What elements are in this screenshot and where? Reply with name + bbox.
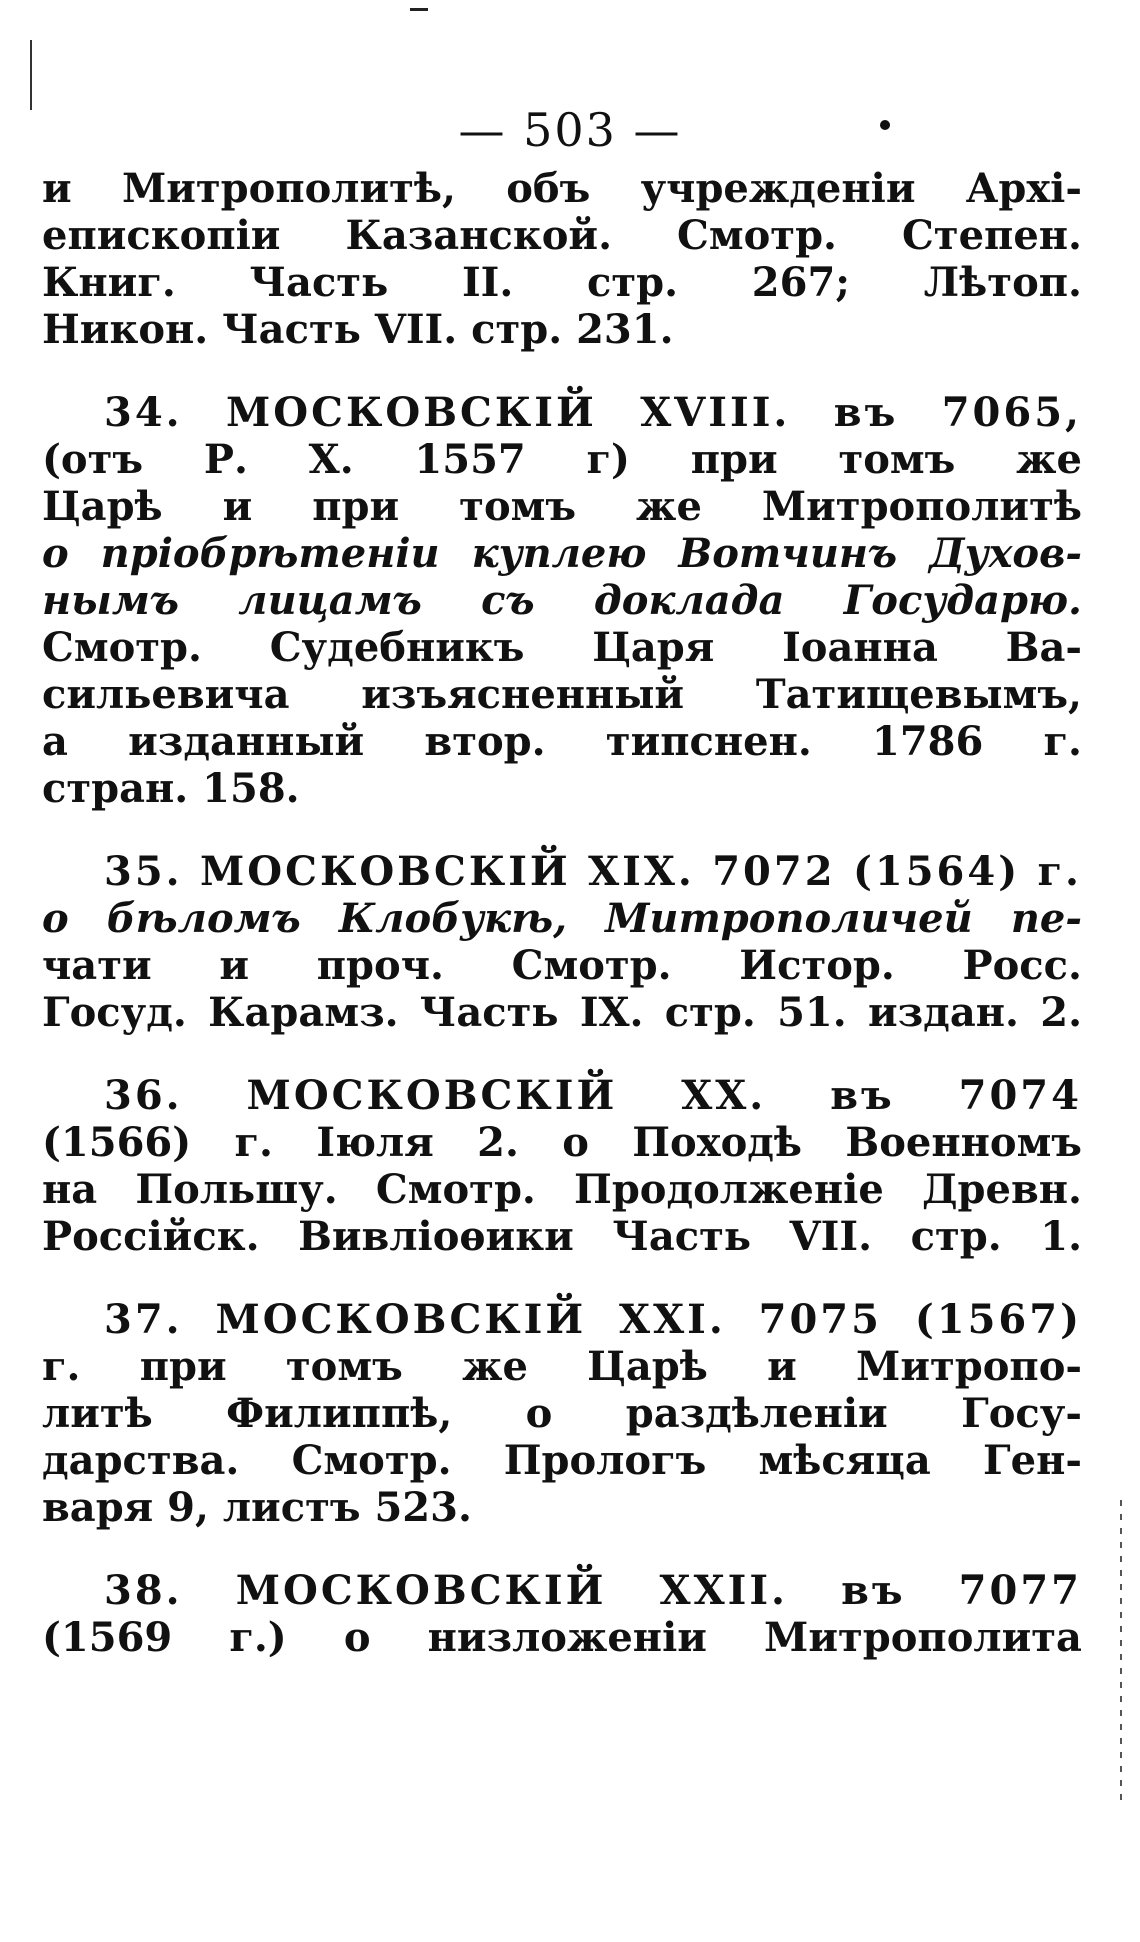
page-number: — 503 — (458, 103, 682, 157)
text-line: чати и проч. Смотр. Истор. Росс. (42, 942, 1082, 989)
entry-heading: 34. МОСКОВСКІЙ XVIII. въ 7065, (104, 389, 1082, 436)
top-mark (410, 8, 428, 11)
entry-heading: 38. МОСКОВСКІЙ XXII. въ 7077 (104, 1567, 1082, 1614)
text-line: литѣ Филиппѣ, о раздѣленіи Госу- (42, 1390, 1082, 1437)
paragraph-35 (42, 848, 1082, 1036)
text-line: (отъ Р. Х. 1557 г) при томъ же (42, 436, 1082, 483)
paragraph-37 (42, 1296, 1082, 1531)
paragraph-34 (42, 389, 1082, 812)
text-line: Книг. Часть II. стр. 267; Лѣтоп. (42, 259, 1082, 306)
page-body (42, 165, 1082, 1697)
text-line: Царѣ и при томъ же Митрополитѣ (42, 483, 1082, 530)
entry-heading: 37. МОСКОВСКІЙ XXI. 7075 (1567) (104, 1296, 1082, 1343)
text-line: дарства. Смотр. Прологъ мѣсяца Ген- (42, 1437, 1082, 1484)
paragraph-36 (42, 1072, 1082, 1260)
text-line: о пріобрѣтеніи куплею Вотчинъ Духов- (42, 530, 1082, 577)
text-line: варя 9, листъ 523. (42, 1484, 472, 1531)
text-line: Никон. Часть VII. стр. 231. (42, 306, 674, 353)
text-line: сильевича изъясненный Татищевымъ, (42, 671, 1082, 718)
text-line: Госуд. Карамз. Часть IX. стр. 51. издан. 2. (42, 989, 1082, 1036)
text-line: Смотр. Судебникъ Царя Іоанна Ва- (42, 624, 1082, 671)
text-line: и Митрополитѣ, объ учрежденіи Архі- (42, 165, 1082, 212)
paragraph-continuation (42, 165, 1082, 353)
text-line: о бѣломъ Клобукѣ, Митрополичей пе- (42, 895, 1082, 942)
text-line: на Польшу. Смотр. Продолженіе Древн. (42, 1166, 1082, 1213)
text-line: стран. 158. (42, 765, 300, 812)
paragraph-38 (42, 1567, 1082, 1661)
text-line: епископіи Казанской. Смотр. Степен. (42, 212, 1082, 259)
text-line: г. при томъ же Царѣ и Митропо- (42, 1343, 1082, 1390)
text-line: (1569 г.) о низложеніи Митрополита (42, 1614, 1082, 1661)
entry-heading: 35. МОСКОВСКІЙ XIX. 7072 (1564) г. (104, 848, 1082, 895)
text-line: Россійск. Вивліоѳики Часть VII. стр. 1. (42, 1213, 1082, 1260)
entry-heading: 36. МОСКОВСКІЙ XX. въ 7074 (104, 1072, 1082, 1119)
text-line: (1566) г. Іюля 2. о Походѣ Военномъ (42, 1119, 1082, 1166)
text-line: нымъ лицамъ съ доклада Государю. (42, 577, 1082, 624)
printing-dot (880, 120, 890, 130)
text-line: а изданный втор. типснен. 1786 г. (42, 718, 1082, 765)
edge-mark (1120, 1500, 1122, 1800)
